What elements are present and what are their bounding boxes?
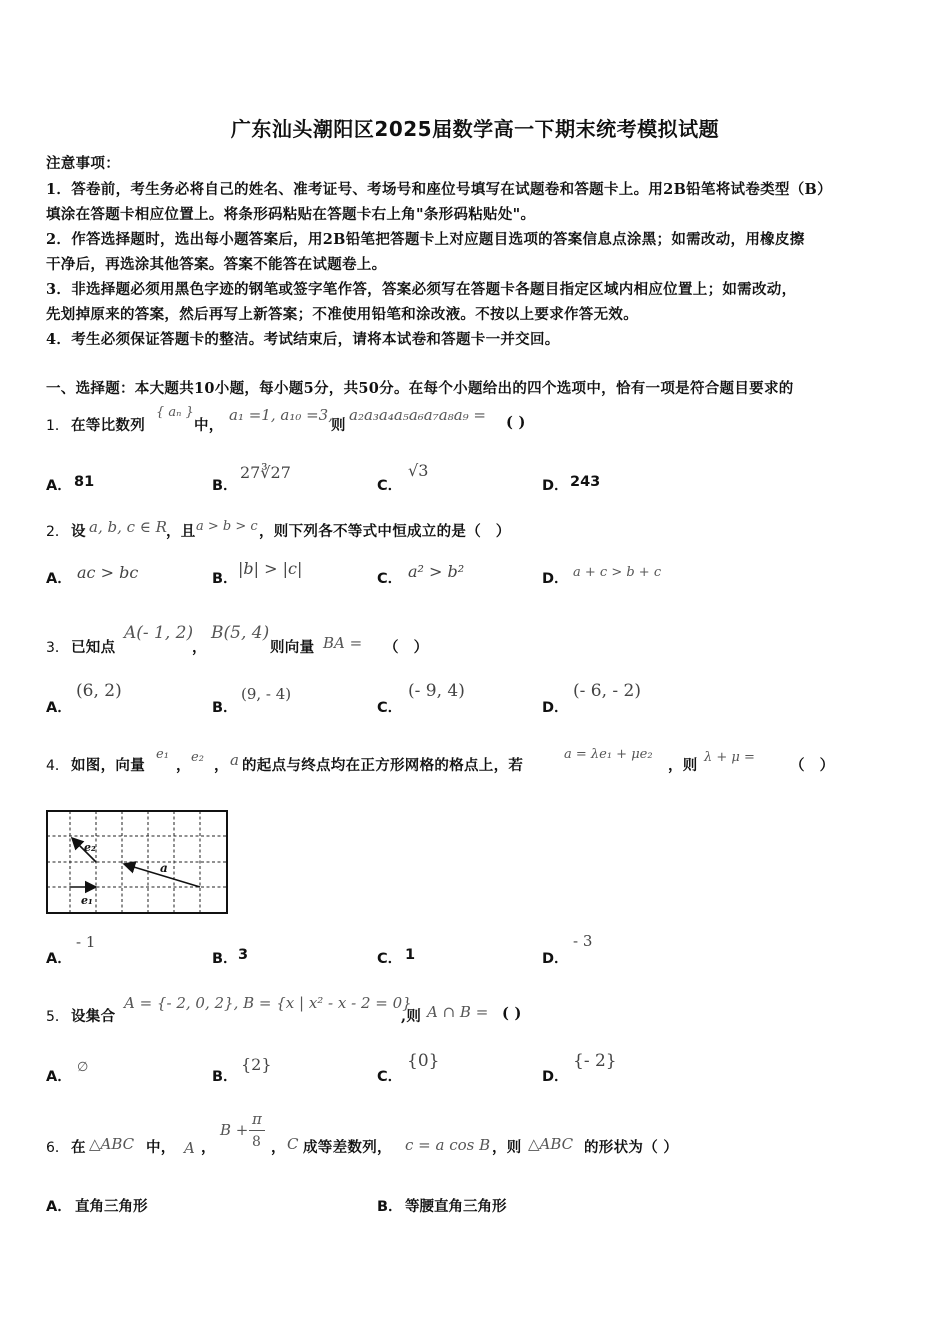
math-expression: C: [287, 1135, 299, 1153]
option-c-value: a² > b²: [408, 562, 465, 581]
question-number: 1．: [46, 418, 69, 434]
math-expression: e₂: [191, 750, 204, 765]
option-b-label: B．: [212, 1069, 238, 1085]
option-d-label: D．: [542, 478, 569, 494]
question-text: ( ): [502, 1005, 522, 1022]
question-number: 5．: [46, 1009, 69, 1025]
notice-line: 3．非选择题必须用黑色字迹的钢笔或签字笔作答，答案必须写在答题卡各题目指定区域内相应位置上；如需改动，: [46, 281, 797, 298]
option-b-label: B．: [212, 478, 238, 494]
notice-heading: 注意事项：: [46, 155, 120, 172]
question-text: 设: [71, 523, 86, 540]
option-c-label: C．: [377, 478, 403, 494]
math-expression: λ + μ =: [704, 750, 755, 765]
question-text: ，: [176, 757, 191, 774]
option-a-value: (6, 2): [76, 681, 122, 701]
option-b-value: 3: [238, 947, 249, 963]
math-expression: B +: [220, 1121, 249, 1139]
math-expression: c = a cos B: [405, 1136, 491, 1154]
fraction-bar: [249, 1130, 265, 1131]
option-b-label: B．: [212, 700, 238, 716]
math-expression: π: [252, 1110, 262, 1128]
question-text: ,则: [401, 1008, 422, 1025]
notice-line: 干净后，再选涂其他答案。答案不能答在试题卷上。: [46, 256, 387, 273]
question-number: 2．: [46, 524, 69, 540]
option-d-value: (- 6, - 2): [573, 681, 641, 701]
option-a-value: ac > bc: [77, 563, 139, 582]
option-c-value: √3: [408, 461, 429, 480]
option-a-label: A．: [46, 571, 72, 587]
section-heading: 一、选择题：本大题共10小题，每小题5分，共50分。在每个小题给出的四个选项中，恰有一项是符合题目要求的: [46, 380, 794, 397]
math-expression: a, b, c ∈ R: [89, 518, 167, 536]
option-d-value: {- 2}: [573, 1051, 617, 1071]
question-number: 3．: [46, 640, 69, 656]
question-text: ，: [192, 639, 207, 656]
option-c-label: C．: [377, 571, 403, 587]
math-expression: A = {- 2, 0, 2}, B = {x | x² - x - 2 = 0}: [124, 994, 412, 1012]
option-d-value: 243: [570, 474, 601, 490]
vector-e2-label: e₂: [84, 841, 96, 854]
option-b-value: |b| > |c|: [238, 559, 303, 578]
math-expression: { aₙ }: [156, 405, 194, 420]
page-title: 广东汕头潮阳区2025届数学高一下期末统考模拟试题: [230, 117, 720, 141]
option-a-value: 直角三角形: [75, 1199, 148, 1215]
question-text: ，: [201, 1139, 216, 1156]
question-number: 6．: [46, 1140, 69, 1156]
option-b-label: B．: [212, 571, 238, 587]
option-a-value: 81: [74, 474, 95, 490]
math-expression: A: [184, 1139, 195, 1157]
option-b-value: {2}: [241, 1055, 272, 1074]
option-b-label: B．: [377, 1199, 403, 1215]
option-c-value: (- 9, 4): [408, 681, 465, 701]
question-text: 在等比数列: [71, 417, 145, 434]
question-text: 成等差数列，: [303, 1139, 392, 1156]
option-b-value: 等腰直角三角形: [405, 1199, 507, 1215]
option-a-value: - 1: [76, 933, 96, 951]
question-text: ，: [271, 1139, 286, 1156]
option-c-label: C．: [377, 951, 403, 967]
question-text: （ ）: [384, 639, 429, 656]
option-c-value: 1: [405, 947, 416, 963]
option-d-label: D．: [542, 571, 569, 587]
option-d-label: D．: [542, 700, 569, 716]
notice-line: 1．答卷前，考生务必将自己的姓名、准考证号、考场号和座位号填写在试题卷和答题卡上。用2B铅笔将试卷类型（B）: [46, 181, 832, 198]
math-expression: △ABC: [89, 1135, 135, 1153]
option-a-label: A．: [46, 700, 72, 716]
grid-lines: [47, 811, 227, 913]
question-text: （ ）: [790, 757, 835, 774]
math-expression: a > b > c: [196, 519, 258, 534]
question-text: 则: [331, 417, 346, 434]
option-d-label: D．: [542, 1069, 569, 1085]
option-b-value: 27∛27: [240, 463, 291, 482]
math-expression: a₂a₃a₄a₅a₆a₇a₈a₉ =: [349, 406, 486, 424]
option-a-value: ∅: [77, 1060, 89, 1075]
option-c-label: C．: [377, 700, 403, 716]
question-text: ，: [214, 757, 229, 774]
question-text: 中，: [146, 1139, 176, 1156]
math-expression: a = λe₁ + μe₂: [564, 747, 653, 762]
question-text: 的形状为（ ）: [584, 1139, 679, 1156]
question-text: ，则下列各不等式中恒成立的是（ ）: [259, 523, 511, 540]
question-text: 已知点: [71, 639, 116, 656]
question-text: 的起点与终点均在正方形网格的格点上，若: [242, 757, 524, 774]
question-text: ，且: [166, 523, 196, 540]
question-text: 中，: [194, 417, 224, 434]
option-d-value: - 3: [573, 932, 593, 950]
question-text: ，则: [668, 757, 698, 774]
notice-line: 4．考生必须保证答题卡的整洁。考试结束后，请将本试卷和答题卡一并交回。: [46, 331, 560, 348]
vector-a-label: a: [160, 861, 168, 875]
math-expression: B(5, 4): [211, 623, 270, 643]
option-b-value: (9, - 4): [241, 685, 292, 703]
option-a-label: A．: [46, 1069, 72, 1085]
math-expression: e₁: [156, 747, 169, 762]
notice-line: 2．作答选择题时，选出每小题答案后，用2B铅笔把答题卡上对应题目选项的答案信息点涂黑；如需改动，用橡皮擦: [46, 231, 805, 248]
question-text: ，则: [492, 1139, 522, 1156]
math-expression: A ∩ B =: [427, 1003, 489, 1021]
vector-grid-figure: [44, 808, 232, 918]
notice-line: 填涂在答题卡相应位置上。将条形码粘贴在答题卡右上角"条形码粘贴处"。: [46, 206, 536, 223]
question-number: 4．: [46, 758, 69, 774]
question-text: 在: [71, 1139, 86, 1156]
math-expression: △ABC: [528, 1135, 574, 1153]
option-b-label: B．: [212, 951, 238, 967]
vector-e1-label: e₁: [81, 894, 93, 907]
option-c-value: {0}: [407, 1051, 440, 1071]
notice-line: 先划掉原来的答案，然后再写上新答案；不准使用铅笔和涂改液。不按以上要求作答无效。: [46, 306, 638, 323]
option-d-label: D．: [542, 951, 569, 967]
math-expression: a₁ =1, a₁₀ =3,: [229, 406, 333, 424]
math-expression: BA =: [323, 634, 363, 652]
math-expression: a: [230, 751, 239, 769]
option-a-label: A．: [46, 478, 72, 494]
option-c-label: C．: [377, 1069, 403, 1085]
question-text: 如图，向量: [71, 757, 145, 774]
option-d-value: a + c > b + c: [573, 565, 662, 580]
question-text: ( ): [506, 414, 526, 431]
math-expression: A(- 1, 2): [124, 623, 194, 643]
math-expression: 8: [252, 1134, 261, 1150]
question-text: 设集合: [71, 1008, 116, 1025]
option-a-label: A．: [46, 1199, 72, 1215]
question-text: 则向量: [270, 639, 315, 656]
option-a-label: A．: [46, 951, 72, 967]
